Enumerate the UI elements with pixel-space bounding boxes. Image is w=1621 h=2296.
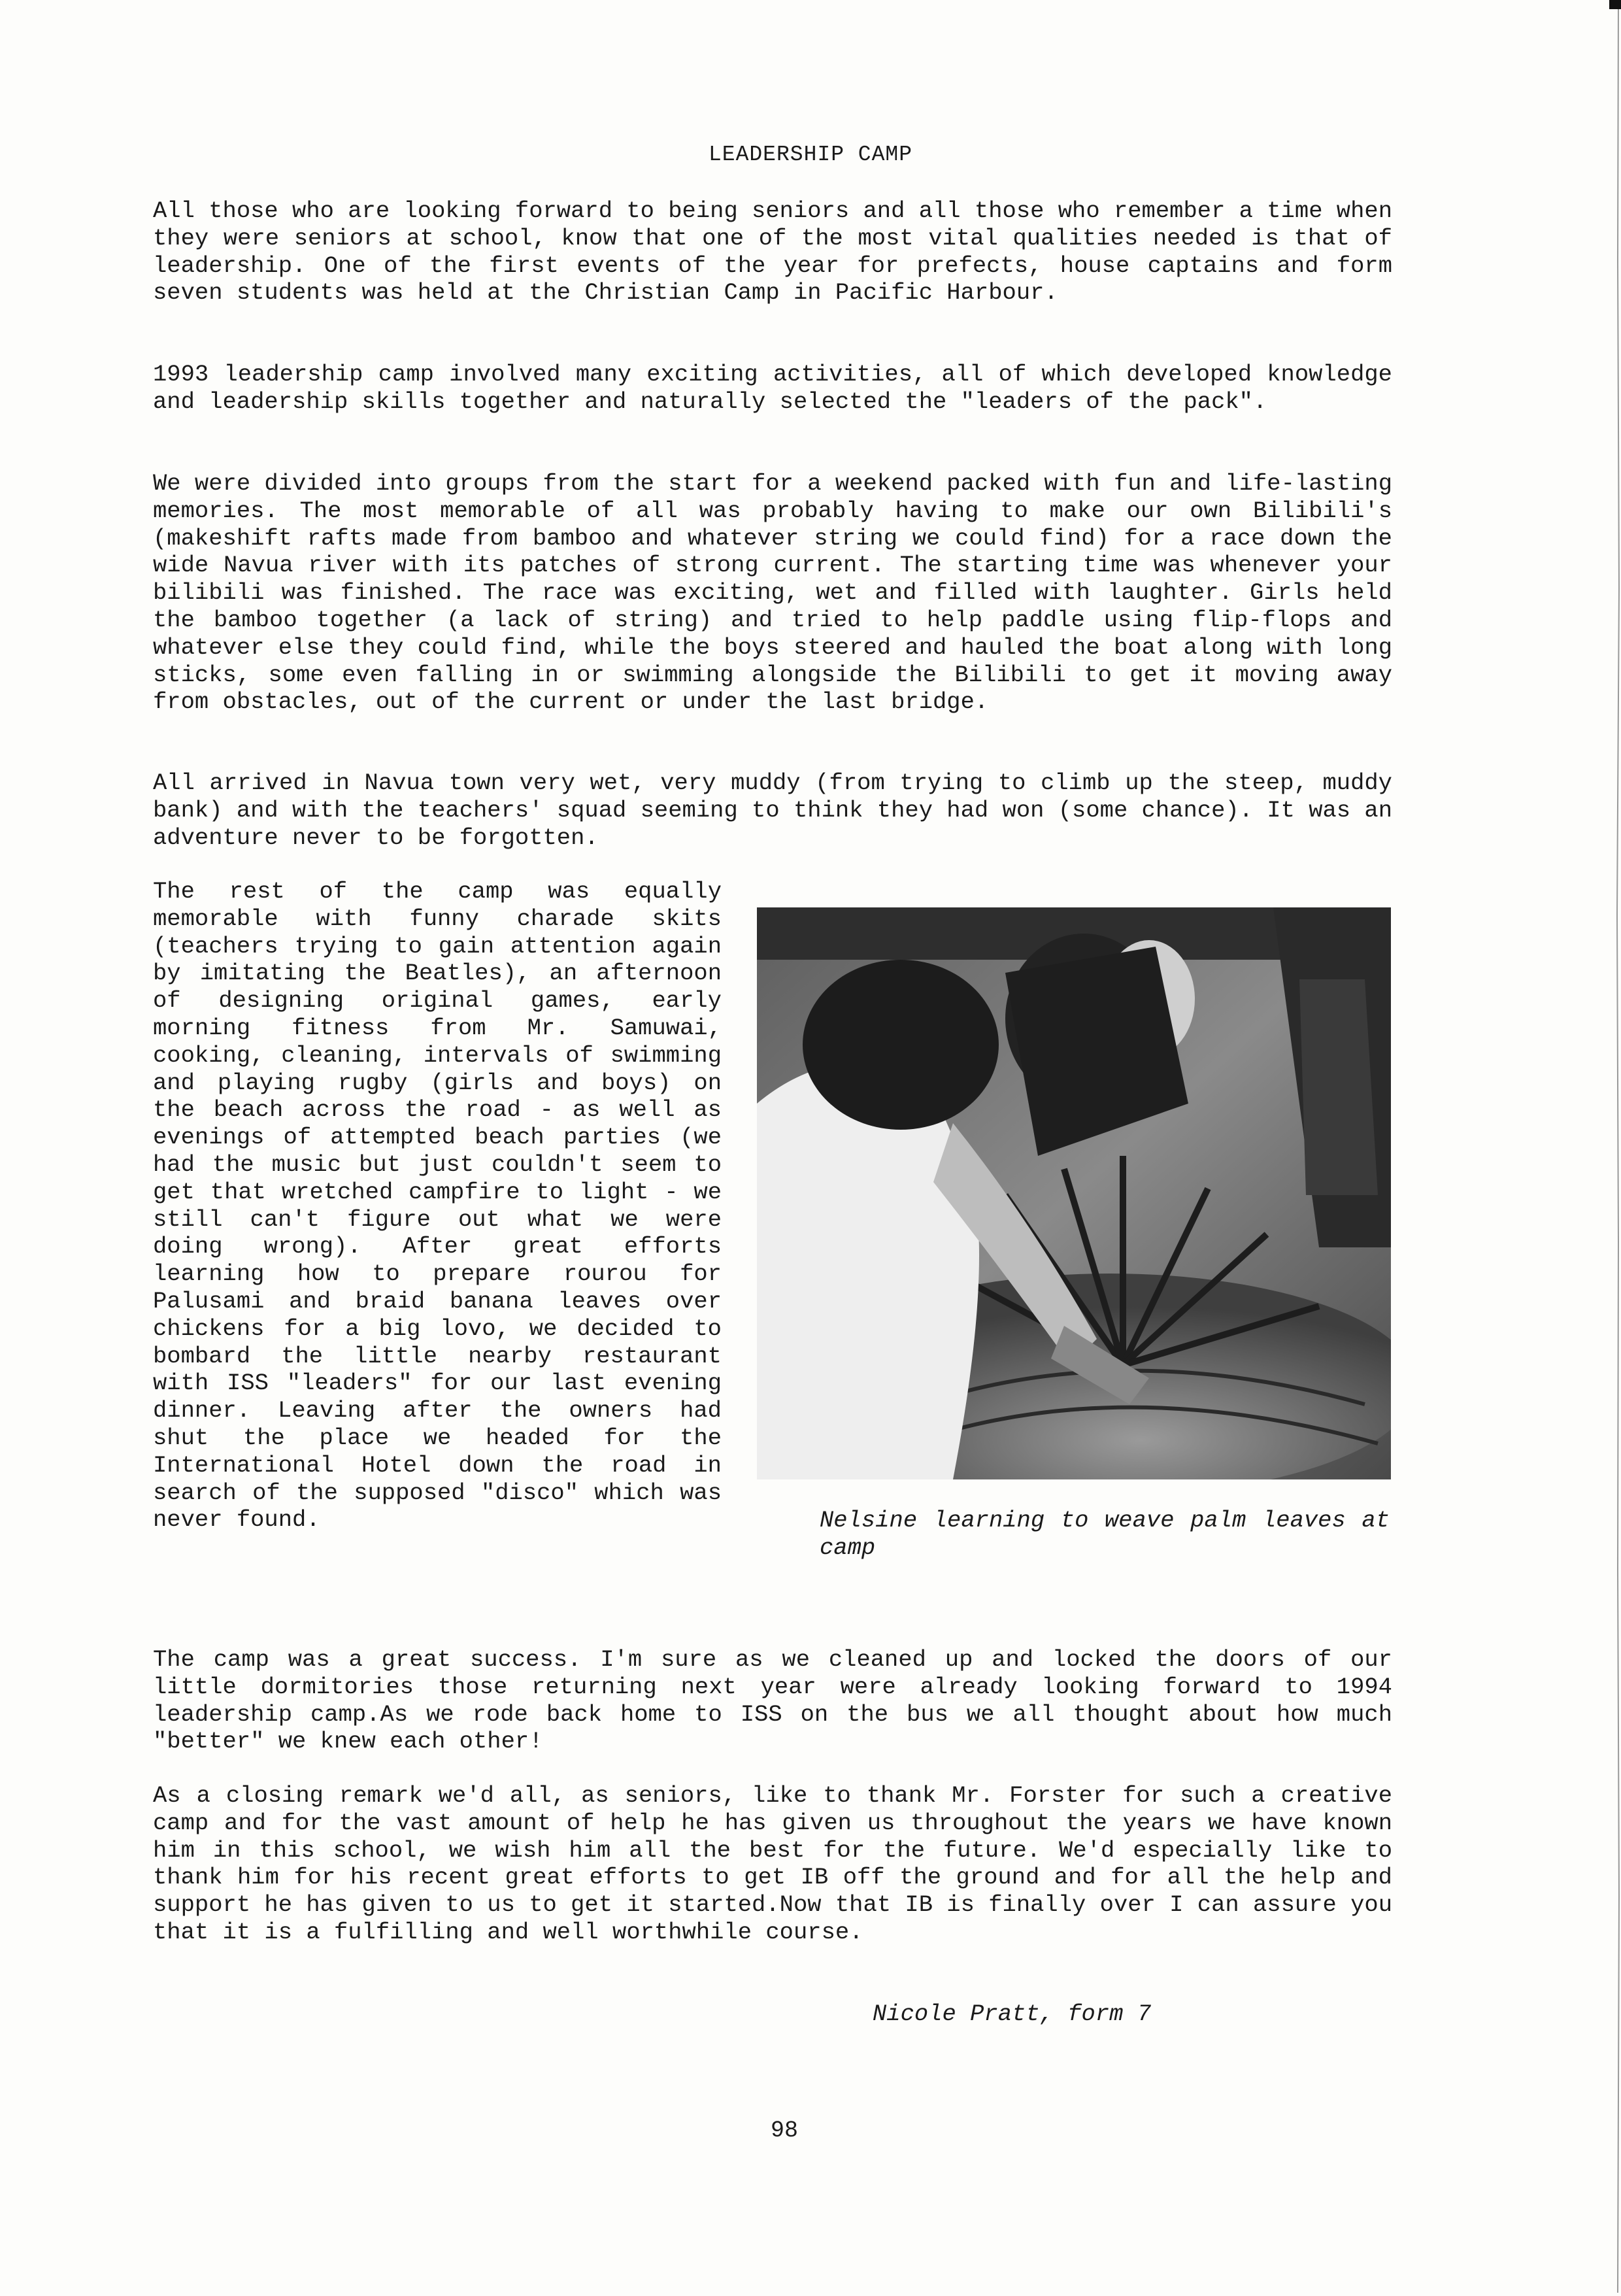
paragraph-rest-of-camp: The rest of the camp was equally memorable with funny charade skits (teachers trying to gain attention again by imitating the Beatles), an afternoon of designing original games, early morning fitness from Mr. Samuwai, cooking, cleaning, intervals of swimming and playing rugby (girls and boys) on the beach across the road - as well as evenings of attempted beach parties (we had the music but just couldn't seem to get that wretched campfire to light - we still can't figure out what we were doing wrong). After great efforts learning how to prepare rourou for Palusami and braid banana leaves over chickens for a big lovo, we decided to bombard the little nearby restaurant with ISS "leaders" for our last evening dinner. Leaving after the owners had shut the place we headed for the International Hotel down the road in search of the supposed "disco" which was never found. (153, 878, 722, 1534)
paragraph-closing-remark: As a closing remark we'd all, as seniors, like to thank Mr. Forster for such a creative camp and for the vast amount of help he has given us throughout the years we have known him in this school, we wish him all the best for the future. We'd especially like to thank him for his recent great efforts to get IB off the ground and for all the help and support he has given to us to get it started.Now that IB is finally over I can assure you that it is a fulfilling and well worthwhile course. (153, 1782, 1393, 1946)
paragraph-navua-arrival: All arrived in Navua town very wet, very muddy (from trying to climb up the steep, muddy bank) and with the teachers' squad seeming to think they had won (some chance). It was an adventure never to be forgotten. (153, 769, 1393, 851)
page-title: LEADERSHIP CAMP (708, 143, 913, 167)
paragraph-intro: All those who are looking forward to being seniors and all those who remember a time when they were seniors at school, know that one of the most vital qualities needed is that of leadership. One of the first events of the year for prefects, house captains and form seven students was held at the Christian Camp in Pacific Harbour. (153, 197, 1393, 307)
photo-weaving-palm-leaves (757, 907, 1391, 1479)
paragraph-bilibili-race: We were divided into groups from the start for a weekend packed with fun and life-lasting memories. The most memorable of all was probably having to make our own Bilibili's (makeshift rafts made from bamboo and whatever string we could find) for a race down the wide Navua river with its patches of strong current. The starting time was whenever your bilibili was finished. The race was exciting, wet and filled with laughter. Girls held the bamboo together (a lack of string) and tried to help paddle using flip-flops and whatever else they could find, while the boys steered and hauled the boat along with long sticks, some even falling in or swimming alongside the Bilibili to get it moving away from obstacles, out of the current or under the last bridge. (153, 470, 1393, 716)
photo-caption: Nelsine learning to weave palm leaves at camp (820, 1507, 1390, 1561)
scan-edge-shadow (1616, 0, 1621, 2293)
page-number: 98 (770, 2118, 798, 2144)
scan-corner-mark (1609, 0, 1621, 9)
paragraph-camp-success: The camp was a great success. I'm sure as we cleaned up and locked the doors of our little dormitories those returning next year were already looking forward to 1994 leadership camp.As we rode back home to ISS on the bus we all thought about how much "better" we knew each other! (153, 1646, 1392, 1755)
author-signature: Nicole Pratt, form 7 (873, 2001, 1152, 2027)
paragraph-activities: 1993 leadership camp involved many exciting activities, all of which developed knowledge and leadership skills together and naturally selected the "leaders of the pack". (153, 361, 1392, 415)
